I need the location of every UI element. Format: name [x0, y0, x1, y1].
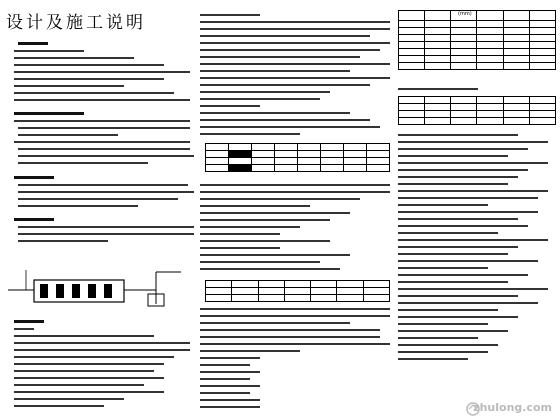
text-line: [18, 134, 118, 136]
text-line: [398, 323, 488, 325]
text-line: [200, 364, 250, 366]
text-line: [200, 371, 260, 373]
page-title: 设计及施工说明: [6, 13, 146, 33]
text-line: [398, 246, 518, 248]
text-line: [200, 357, 260, 359]
text-line: [398, 281, 508, 283]
text-line: [14, 78, 164, 80]
text-line: [200, 322, 350, 324]
text-line: [398, 253, 508, 255]
text-line: [200, 77, 390, 79]
text-line: [398, 204, 488, 206]
text-line: [200, 329, 380, 331]
text-line: [14, 120, 190, 122]
text-line: [14, 64, 164, 66]
text-line: [200, 105, 260, 107]
text-line: [200, 399, 260, 401]
text-line: [398, 309, 498, 311]
text-line: [398, 134, 518, 136]
text-line: [200, 268, 340, 270]
text-line: [398, 169, 528, 171]
text-line: [200, 98, 320, 100]
text-line: [398, 141, 548, 143]
text-line: [14, 349, 190, 351]
text-line: [18, 155, 194, 157]
text-line: [14, 377, 164, 379]
text-line: [14, 92, 174, 94]
spec-table-middle-2: [205, 280, 390, 302]
text-line: [200, 350, 300, 352]
text-line: [200, 70, 350, 72]
text-line: [14, 405, 104, 407]
text-line: [18, 191, 194, 193]
text-line: [14, 57, 134, 59]
text-line: [14, 363, 164, 365]
text-line: [200, 56, 360, 58]
text-line: [14, 112, 84, 115]
text-line: [14, 335, 154, 337]
text-line: [200, 119, 370, 121]
text-line: [200, 133, 300, 135]
text-line: [200, 35, 370, 37]
text-line: [200, 406, 260, 408]
text-line: [200, 378, 250, 380]
text-line: [18, 205, 138, 207]
text-line: [398, 267, 488, 269]
text-line: [200, 84, 370, 86]
text-line: [200, 21, 390, 23]
text-line: [14, 356, 174, 358]
text-line: [18, 226, 194, 228]
text-line: [200, 184, 390, 186]
text-line: [200, 42, 390, 44]
text-line: [200, 308, 390, 310]
text-line: [398, 274, 528, 276]
text-line: [398, 197, 538, 199]
text-line: [398, 190, 548, 192]
text-line: [200, 315, 390, 317]
text-line: [398, 260, 538, 262]
text-line: [200, 28, 390, 30]
text-line: [398, 211, 538, 213]
text-line: [398, 148, 528, 150]
text-line: [398, 155, 508, 157]
text-line: [200, 343, 390, 345]
text-line: [18, 198, 178, 200]
text-line: [398, 232, 498, 234]
text-line: [200, 63, 390, 65]
text-line: [18, 162, 148, 164]
text-line: [14, 85, 124, 87]
text-line: [398, 302, 538, 304]
text-line: [14, 99, 190, 101]
text-line: [200, 14, 260, 16]
text-line: [398, 162, 548, 164]
text-line: [14, 176, 54, 179]
text-line: [398, 330, 508, 332]
text-line: [14, 342, 190, 344]
text-line: [200, 233, 280, 235]
text-line: [14, 141, 190, 143]
text-line: [200, 226, 300, 228]
text-line: [14, 384, 144, 386]
text-line: [398, 239, 548, 241]
text-line: [200, 126, 380, 128]
spec-table-right-1: [398, 10, 556, 70]
text-line: [398, 344, 498, 346]
text-line: [200, 247, 280, 249]
text-line: [398, 218, 518, 220]
text-line: [398, 88, 478, 90]
text-line: [14, 391, 164, 393]
text-line: [14, 71, 190, 73]
text-line: [398, 288, 548, 290]
text-line: [200, 212, 350, 214]
text-line: [14, 320, 44, 323]
text-line: [200, 392, 250, 394]
piping-diagram: [6, 262, 196, 312]
text-line: [18, 233, 194, 235]
text-line: [18, 184, 188, 186]
text-line: [18, 42, 48, 45]
text-line: [398, 295, 518, 297]
spec-table-middle-1: [205, 143, 390, 172]
text-line: [200, 49, 380, 51]
text-line: [200, 198, 360, 200]
text-line: [398, 176, 518, 178]
text-line: [14, 218, 54, 221]
text-line: [398, 337, 478, 339]
table-header-unit: (mm): [458, 11, 472, 17]
text-line: [398, 316, 518, 318]
text-line: [398, 351, 488, 353]
text-line: [200, 191, 390, 193]
text-line: [200, 91, 330, 93]
text-line: [398, 358, 468, 360]
text-line: [14, 50, 84, 52]
text-line: [14, 398, 124, 400]
text-line: [200, 112, 350, 114]
text-line: [14, 370, 154, 372]
text-line: [14, 328, 34, 330]
text-line: [200, 205, 310, 207]
text-line: [200, 219, 330, 221]
text-line: [200, 240, 330, 242]
watermark: zhulong.com: [473, 401, 552, 414]
text-line: [398, 183, 508, 185]
text-line: [200, 261, 320, 263]
text-line: [200, 254, 350, 256]
text-line: [18, 240, 108, 242]
text-line: [200, 336, 380, 338]
spec-table-right-2: [398, 96, 556, 125]
text-line: [398, 225, 528, 227]
text-line: [18, 127, 190, 129]
text-line: [200, 385, 260, 387]
text-line: [18, 148, 190, 150]
